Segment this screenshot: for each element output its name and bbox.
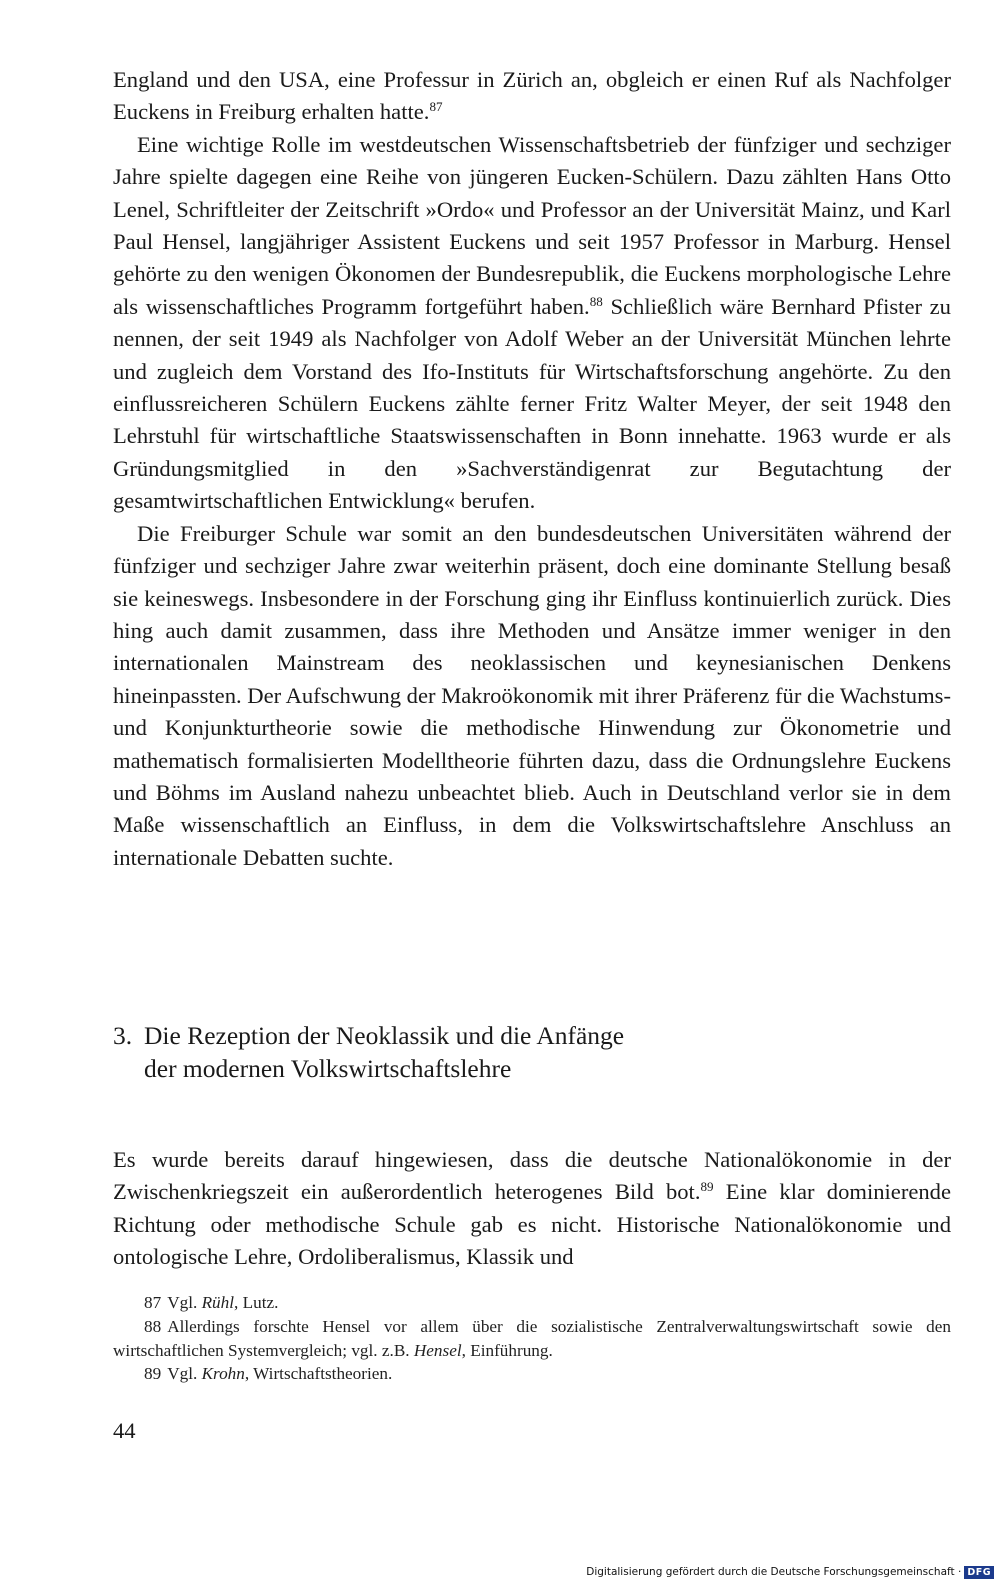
footnote-ref-89[interactable]: 89 bbox=[700, 1179, 714, 1195]
body-text-bottom bbox=[113, 1144, 951, 1274]
paragraph-continuation: England und den USA, eine Professur in Zürich an, obgleich er einen Ruf als Nachfolger Euckens in Freiburg erhalten hatte.$^{87}$ bbox=[113, 67, 951, 125]
body-text-top bbox=[113, 64, 951, 874]
footnote-ref-87[interactable]: 87 bbox=[429, 99, 443, 115]
paragraph-interwar-economics: Es wurde bereits darauf hingewiesen, dass die deutsche Nationalökonomie in der Zwischenkriegszeit ein außerordentlich heterogenes Bild bot.$^{89}$ Eine klar dominierende Richtung oder methodische Schule gab es nicht. Historische Nationalökonomie und ontologische Lehre, Ordoliberalismus, Klassik und bbox=[113, 1147, 951, 1270]
footnotes bbox=[113, 1291, 951, 1386]
footnote-number: 87 bbox=[144, 1293, 162, 1312]
section-title-line2: der modernen Volkswirtschaftslehre bbox=[144, 1054, 512, 1083]
section-number: 3. bbox=[113, 1021, 133, 1050]
footnote-88: 88 Allerdings forschte Hensel vor allem über die sozialistische Zentralverwaltungswirtschaft sowie den wirtschaftlichen Systemvergleich; vgl. z.B. Hensel, Einführung. bbox=[113, 1316, 951, 1360]
page-number: 44 bbox=[113, 1418, 136, 1443]
credit-text: Digitalisierung gefördert durch die Deutsche Forschungsgemeinschaft · bbox=[586, 1566, 962, 1578]
footnote-author: Rühl bbox=[201, 1293, 235, 1312]
footnote-author: Krohn bbox=[201, 1364, 245, 1384]
paragraph-freiburg-school: Die Freiburger Schule war somit an den bundesdeutschen Universitäten während der fünfziger und sechziger Jahre zwar weiterhin präsent, doch eine dominante Stellung besaß sie keineswegs. Insbesondere in der Forschung ging ihr Einfluss kontinuierlich zurück. Dies hing auch damit zusammen, dass ihre Methoden und Ansätze immer weniger in den internationalen Mainstream des neoklassischen und keynesianischen Denkens hineinpassten. Der Aufschwung der Makroökonomik mit ihrer Präferenz für die Wachstums- und Konjunkturtheorie sowie die methodische Hinwendung zur Ökonometrie und mathematisch formalisierten Modelltheorie führten dazu, dass die Ordnungslehre Euckens und Böhms im Ausland nahezu unbeachtet blieb. Auch in Deutschland verlor sie in dem Maße wissenschaftlich an Einfluss, in dem die Volkswirtschaftslehre Anschluss an internationale Debatten suchte. bbox=[113, 520, 951, 870]
paragraph-eucken-students: Eine wichtige Rolle im westdeutschen Wissenschaftsbetrieb der fünfziger und sechziger Jahre spielte dagegen eine Reihe von jüngeren Eucken-Schülern. Dazu zählten Hans Otto Lenel, Schriftleiter der Zeitschrift »Ordo« und Professor an der Universität Mainz, und Karl Paul Hensel, langjähriger Assistent Euckens und seit 1957 Professor in Marburg. Hensel gehörte zu den wenigen Ökonomen der Bundesrepublik, die Euckens morphologische Lehre als wissenschaftliches Programm fortgeführt haben.$^{88}$ Schließlich wäre Bernhard Pfister zu nennen, der seit 1949 als Nachfolger von Adolf Weber an der Universität München lehrte und zugleich dem Vorstand des Ifo-Instituts für Wirtschaftsforschung angehörte. Zu den einflussreicheren Schülern Euckens zählte ferner Fritz Walter Meyer, der seit 1948 den Lehrstuhl für wirtschaftliche Staatswissenschaften in Bonn innehatte. 1963 wurde er als Gründungsmitglied in den »Sachverständigenrat zur Begutachtung der gesamtwirtschaftlichen Entwicklung« berufen. bbox=[113, 131, 951, 514]
footnote-number: 88 bbox=[144, 1316, 162, 1336]
footnote-87: 87 Vgl. Rühl, Lutz. bbox=[113, 1291, 951, 1315]
footnote-89: 89 Vgl. Krohn, Wirtschaftstheorien. bbox=[113, 1362, 951, 1386]
digitization-credit bbox=[586, 1564, 994, 1580]
dfg-logo-icon: DFG bbox=[964, 1566, 994, 1579]
footnote-number: 89 bbox=[144, 1364, 162, 1384]
section-heading bbox=[113, 1019, 913, 1085]
footnote-ref-88[interactable]: 88 bbox=[589, 293, 603, 309]
section-title-line1: Die Rezeption der Neoklassik und die Anfänge bbox=[144, 1021, 625, 1050]
footnote-author: Hensel bbox=[413, 1340, 462, 1360]
